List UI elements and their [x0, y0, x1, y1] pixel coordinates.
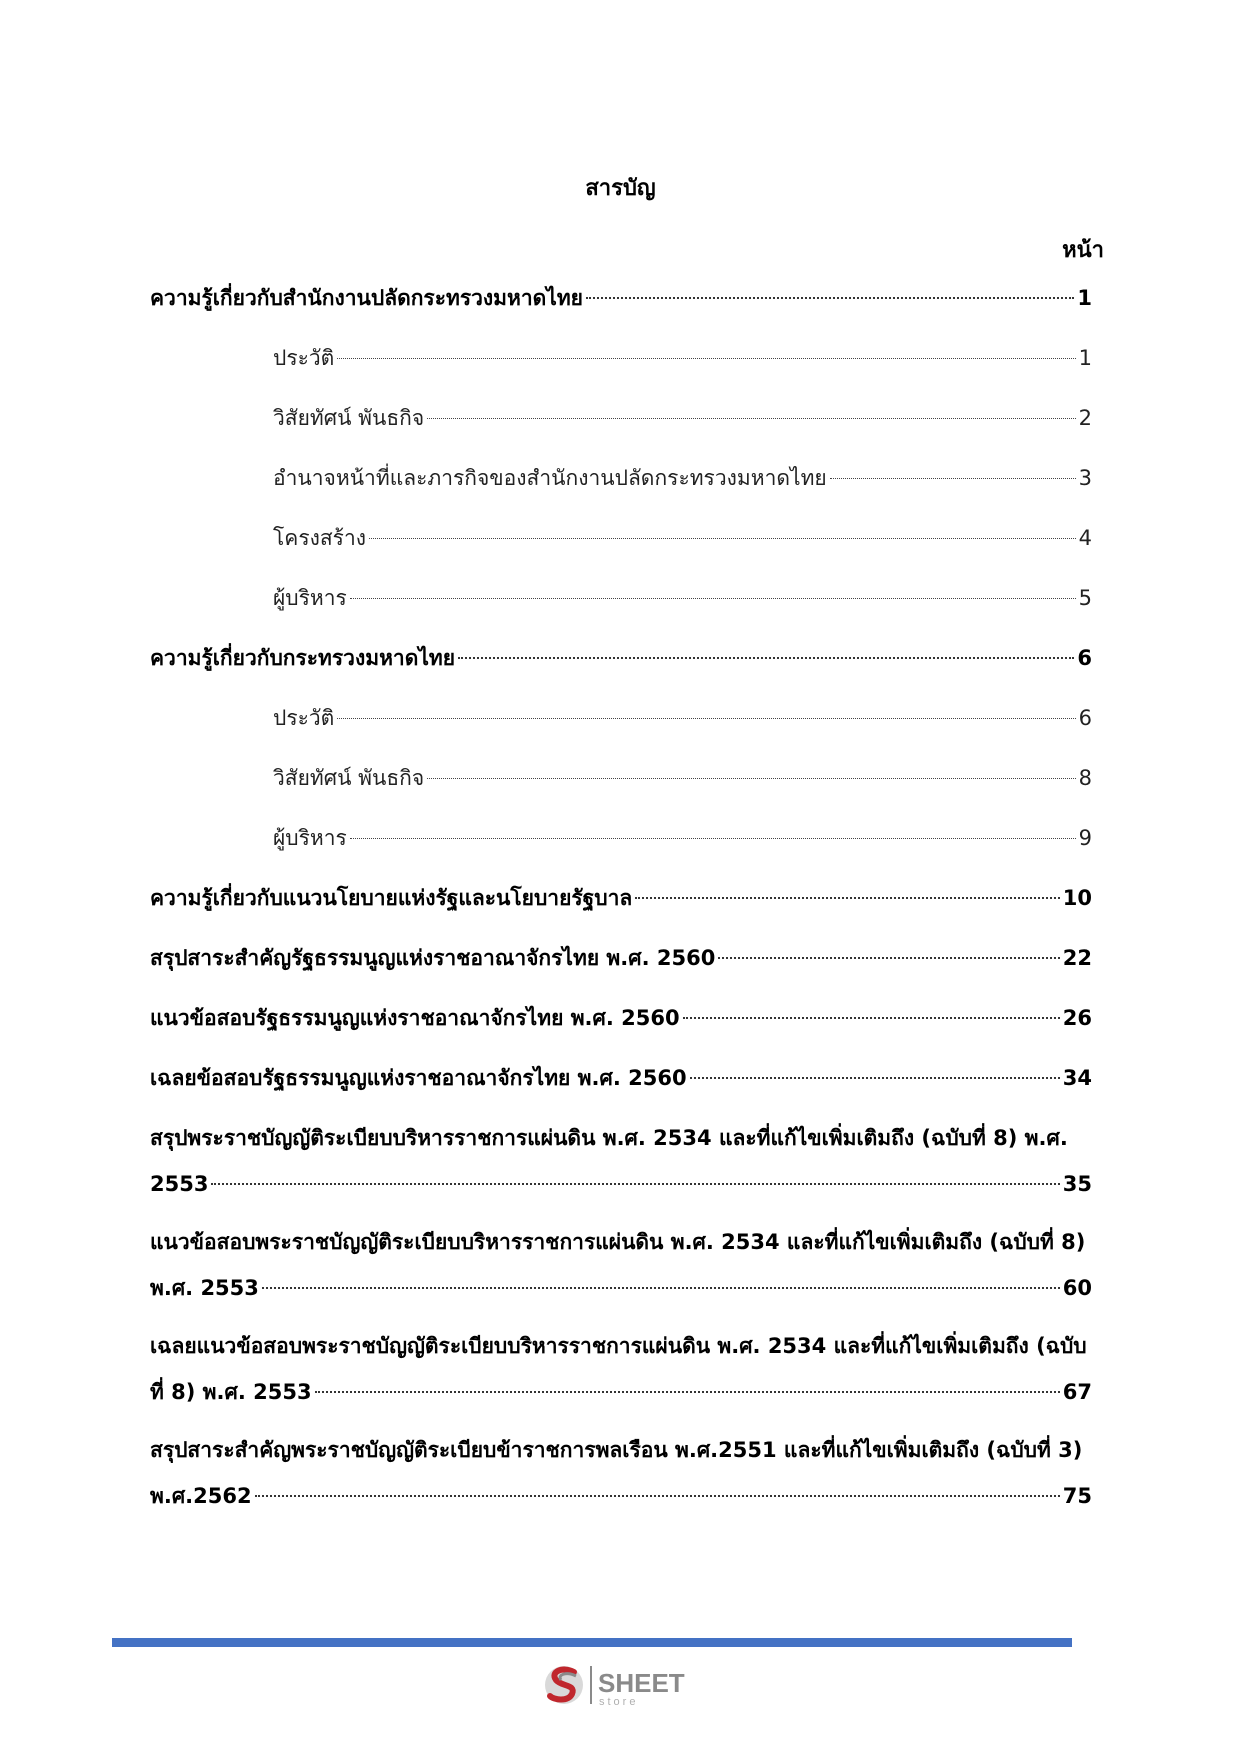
- toc-entry: [150, 932, 1092, 984]
- toc-subentry: [273, 572, 1092, 624]
- toc-subentry: [273, 752, 1092, 804]
- toc-entry-title: แนวข้อสอบพระราชบัญญัติระเบียบบริหารราชการแผ่นดิน พ.ศ. 2534 และที่แก้ไขเพิ่มเติมถึง (ฉบับที่ 8): [150, 1230, 1086, 1254]
- leader-dots: [427, 778, 1075, 779]
- toc-entry-title: ประวัติ: [273, 706, 335, 730]
- toc-entry-title: แนวข้อสอบรัฐธรรมนูญแห่งราชอาณาจักรไทย พ.ศ. 2560: [150, 1006, 680, 1030]
- leader-dots: [337, 718, 1075, 719]
- toc-subentry: [273, 692, 1092, 744]
- toc-subentry: [273, 512, 1092, 564]
- leader-dots: [350, 598, 1076, 599]
- leader-dots: [337, 358, 1075, 359]
- toc-entry-title: ประวัติ: [273, 346, 335, 370]
- toc-page-number: 6: [1077, 646, 1092, 670]
- toc-entry-title: โครงสร้าง: [273, 526, 367, 550]
- toc-subentry: [273, 392, 1092, 444]
- leader-dots: [427, 418, 1075, 419]
- leader-dots: [255, 1495, 1060, 1497]
- toc-page-number: 3: [1078, 466, 1092, 490]
- logo-brand-text: SHEET: [598, 1668, 685, 1698]
- toc-subentry: [273, 812, 1092, 864]
- toc-entry-title: สรุปสาระสำคัญพระราชบัญญัติระเบียบข้าราชการพลเรือน พ.ศ.2551 และที่แก้ไขเพิ่มเติมถึง (ฉบับที่ 3): [150, 1438, 1083, 1462]
- leader-dots: [211, 1183, 1059, 1185]
- toc-entry-title-cont: 2553: [150, 1172, 209, 1196]
- toc-entry-title: เฉลยแนวข้อสอบพระราชบัญญัติระเบียบบริหารราชการแผ่นดิน พ.ศ. 2534 และที่แก้ไขเพิ่มเติมถึง (ฉบับ: [150, 1334, 1087, 1358]
- toc-entry: [150, 1424, 1092, 1522]
- toc-page-number: 10: [1062, 886, 1092, 910]
- logo-sub-text: store: [599, 1696, 639, 1708]
- toc-entry-title: ความรู้เกี่ยวกับกระทรวงมหาดไทย: [150, 646, 456, 670]
- toc-entry-title: วิสัยทัศน์ พันธกิจ: [273, 766, 425, 790]
- toc-page-number: 5: [1078, 586, 1092, 610]
- leader-dots: [690, 1077, 1060, 1079]
- toc-page-number: 8: [1078, 766, 1092, 790]
- leader-dots: [369, 538, 1076, 539]
- toc-entry: [150, 632, 1092, 684]
- toc-entry: [150, 872, 1092, 924]
- toc-page-number: 4: [1078, 526, 1092, 550]
- toc-entry: [150, 1052, 1092, 1104]
- leader-dots: [635, 897, 1060, 899]
- page-column-header: หน้า: [1062, 238, 1104, 263]
- toc-entry-title-cont: พ.ศ. 2553: [150, 1276, 259, 1300]
- toc-entry-title: วิสัยทัศน์ พันธกิจ: [273, 406, 425, 430]
- toc-page-number: 1: [1077, 286, 1092, 310]
- toc-page-number: 67: [1062, 1380, 1092, 1404]
- toc-entry-title: สรุปสาระสำคัญรัฐธรรมนูญแห่งราชอาณาจักรไทย พ.ศ. 2560: [150, 946, 716, 970]
- toc-entry: [150, 1320, 1092, 1418]
- toc-entry-title: ผู้บริหาร: [273, 826, 347, 850]
- toc-entry: [150, 992, 1092, 1044]
- toc-page-number: 35: [1062, 1172, 1092, 1196]
- toc-page-number: 22: [1062, 946, 1092, 970]
- toc-page-number: 6: [1078, 706, 1092, 730]
- leader-dots: [350, 838, 1076, 839]
- leader-dots: [586, 297, 1074, 299]
- leader-dots: [718, 957, 1059, 959]
- leader-dots: [458, 657, 1074, 659]
- leader-dots: [262, 1287, 1060, 1289]
- toc-page-number: 60: [1062, 1276, 1092, 1300]
- toc-entry-title-cont: พ.ศ.2562: [150, 1484, 252, 1508]
- toc-page-number: 2: [1078, 406, 1092, 430]
- footer-divider: [112, 1638, 1072, 1647]
- logo-icon: [542, 1660, 712, 1710]
- leader-dots: [830, 478, 1076, 479]
- leader-dots: [683, 1017, 1060, 1019]
- page-title: สารบัญ: [585, 176, 656, 201]
- toc-entry-title: ความรู้เกี่ยวกับสำนักงานปลัดกระทรวงมหาดไทย: [150, 286, 583, 310]
- toc-page-number: 1: [1078, 346, 1092, 370]
- toc-subentry: [273, 332, 1092, 384]
- toc-entry: [150, 1112, 1092, 1210]
- toc-entry-title: สรุปพระราชบัญญัติระเบียบบริหารราชการแผ่นดิน พ.ศ. 2534 และที่แก้ไขเพิ่มเติมถึง (ฉบับที่ 8) พ.ศ.: [150, 1126, 1068, 1150]
- toc-entry-title: ผู้บริหาร: [273, 586, 347, 610]
- toc-subentry: [273, 452, 1092, 504]
- toc-page-number: 34: [1062, 1066, 1092, 1090]
- toc-page-number: 9: [1078, 826, 1092, 850]
- toc-page-number: 75: [1062, 1484, 1092, 1508]
- sheet-store-logo: [542, 1660, 712, 1710]
- toc-entry-title-cont: ที่ 8) พ.ศ. 2553: [150, 1380, 312, 1404]
- toc-entry: [150, 1216, 1092, 1314]
- toc-entry-title: อำนาจหน้าที่และภารกิจของสำนักงานปลัดกระทรวงมหาดไทย: [273, 466, 827, 490]
- toc-entry-title: เฉลยข้อสอบรัฐธรรมนูญแห่งราชอาณาจักรไทย พ.ศ. 2560: [150, 1066, 687, 1090]
- toc-page-number: 26: [1062, 1006, 1092, 1030]
- leader-dots: [315, 1391, 1060, 1393]
- toc-entry-title: ความรู้เกี่ยวกับแนวนโยบายแห่งรัฐและนโยบายรัฐบาล: [150, 886, 633, 910]
- toc-entry: [150, 272, 1092, 324]
